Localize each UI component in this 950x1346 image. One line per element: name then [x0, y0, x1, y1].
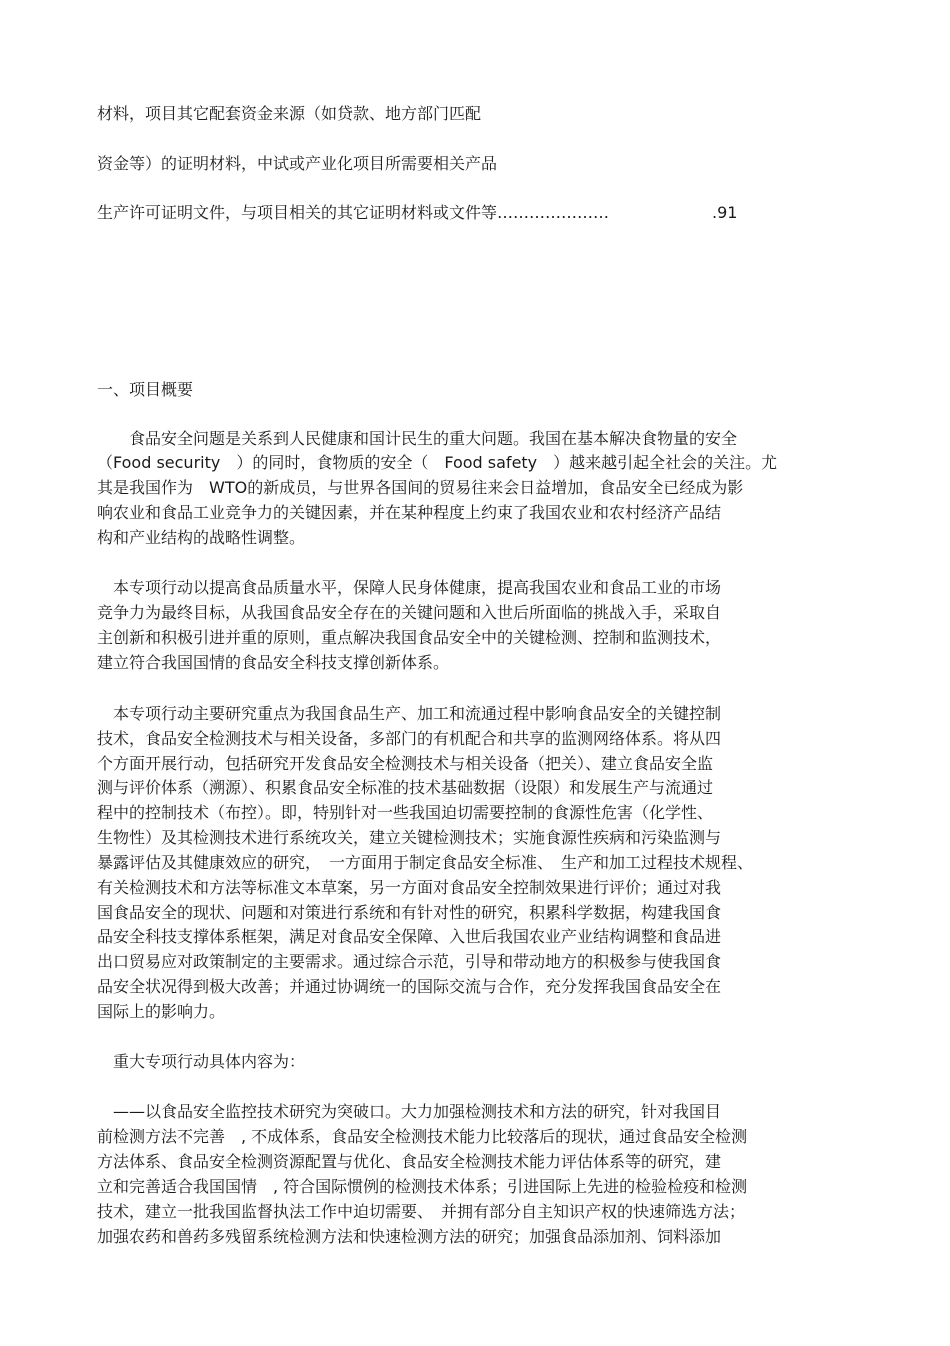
paragraph-line: 其是我国作为 WTO的新成员，与世界各国间的贸易往来会日益增加，食品安全已经成为影 [97, 478, 744, 497]
paragraph-line: 重大专项行动具体内容为： [97, 1052, 306, 1071]
paragraph-line: ——以食品安全监控技术研究为突破口。大力加强检测技术和方法的研究，针对我国目 [97, 1102, 722, 1121]
paragraph-line: 加强农药和兽药多残留系统检测方法和快速检测方法的研究；加强食品添加剂、饲料添加 [97, 1227, 722, 1246]
toc-line: 生产许可证明文件，与项目相关的其它证明材料或文件等………………… [97, 203, 610, 222]
paragraph-line: 生物性）及其检测技术进行系统攻关，建立关键检测技术；实施食源性疾病和污染监测与 [97, 828, 722, 847]
paragraph-line: 主创新和积极引进并重的原则，重点解决我国食品安全中的关键检测、控制和监测技术， [97, 628, 722, 647]
paragraph-line: 本专项行动以提高食品质量水平，保障人民身体健康，提高我国农业和食品工业的市场 [97, 578, 722, 597]
paragraph-line: 技术，食品安全检测技术与相关设备，多部门的有机配合和共享的监测网络体系。将从四 [97, 729, 722, 748]
paragraph-line: 本专项行动主要研究重点为我国食品生产、加工和流通过程中影响食品安全的关键控制 [97, 704, 722, 723]
paragraph-line: 程中的控制技术（布控）。即，特别针对一些我国迫切需要控制的食源性危害（化学性、 [97, 803, 714, 822]
paragraph-line: 食品安全问题是关系到人民健康和国计民生的重大问题。我国在基本解决食物量的安全 [97, 429, 738, 448]
paragraph-line: 方法体系、食品安全检测资源配置与优化、食品安全检测技术能力评估体系等的研究，建 [97, 1152, 722, 1171]
paragraph-line: 国际上的影响力。 [97, 1002, 226, 1021]
paragraph-line: 品安全科技支撑体系框架，满足对食品安全保障、入世后我国农业产业结构调整和食品进 [97, 927, 722, 946]
toc-page-number: .91 [712, 203, 738, 222]
paragraph-line: 技术，建立一批我国监督执法工作中迫切需要、 并拥有部分自主知识产权的快速筛选方法； [97, 1202, 746, 1221]
paragraph-line: 个方面开展行动，包括研究开发食品安全检测技术与相关设备（把关）、建立食品安全监 [97, 754, 714, 773]
paragraph-line: 测与评价体系（溯源）、积累食品安全标准的技术基础数据（设限）和发展生产与流通过 [97, 778, 714, 797]
paragraph-line: 竞争力为最终目标，从我国食品安全存在的关键问题和入世后所面临的挑战入手，采取自 [97, 603, 722, 622]
paragraph-line: 国食品安全的现状、问题和对策进行系统和有针对性的研究，积累科学数据，构建我国食 [97, 903, 722, 922]
paragraph-line: 构和产业结构的战略性调整。 [97, 528, 306, 547]
paragraph-line: 品安全状况得到极大改善；并通过协调统一的国际交流与合作，充分发挥我国食品安全在 [97, 977, 722, 996]
paragraph-line: 暴露评估及其健康效应的研究， 一方面用于制定食品安全标准、 生产和加工过程技术规程、 [97, 853, 754, 872]
paragraph-line: 出口贸易应对政策制定的主要需求。通过综合示范，引导和带动地方的积极参与使我国食 [97, 952, 722, 971]
paragraph-line: 有关检测技术和方法等标准文本草案，另一方面对食品安全控制效果进行评价；通过对我 [97, 878, 722, 897]
toc-line: 资金等）的证明材料，中试或产业化项目所需要相关产品 [97, 154, 498, 173]
toc-line: 材料，项目其它配套资金来源（如贷款、地方部门匹配 [97, 104, 482, 123]
paragraph-line: 前检测方法不完善 , 不成体系，食品安全检测技术能力比较落后的现状，通过食品安全检测 [97, 1127, 748, 1146]
paragraph-line: 立和完善适合我国国情 , 符合国际惯例的检测技术体系；引进国际上先进的检验检疫和检测 [97, 1177, 748, 1196]
paragraph-line: 建立符合我国国情的食品安全科技支撑创新体系。 [97, 653, 450, 672]
paragraph-line: 响农业和食品工业竞争力的关键因素，并在某种程度上约束了我国农业和农村经济产品结 [97, 503, 722, 522]
section-heading: 一、项目概要 [97, 380, 194, 399]
paragraph-line: （Food security ）的同时，食物质的安全（ Food safety ）越来越引起全社会的关注。尤 [97, 453, 778, 472]
